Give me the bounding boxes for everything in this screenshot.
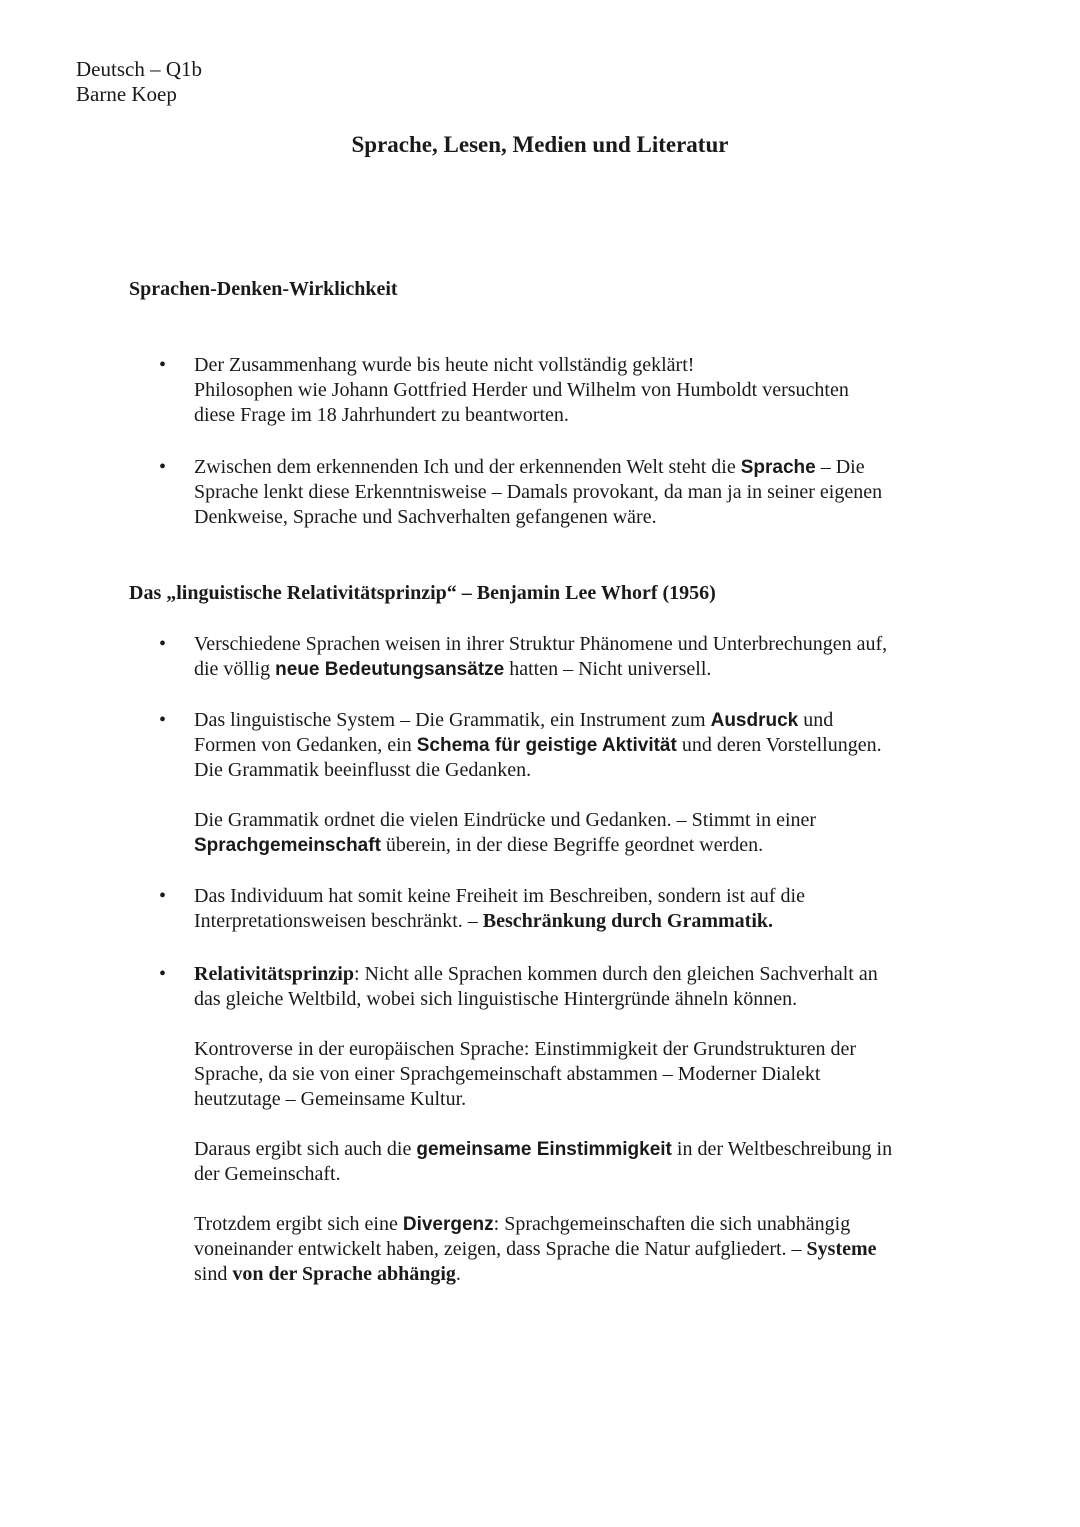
paragraph: [194, 1212, 984, 1287]
text-line: Zwischen dem erkennenden Ich und der erkennenden Welt steht die Sprache – Die: [194, 456, 865, 478]
text-line: Die Grammatik beeinflusst die Gedanken.: [194, 759, 532, 781]
bullet-marker: •: [159, 963, 167, 985]
text-line: Formen von Gedanken, ein Schema für geistige Aktivität und deren Vorstellungen.: [194, 734, 882, 756]
paragraph: [194, 808, 984, 858]
text-line: Philosophen wie Johann Gottfried Herder und Wilhelm von Humboldt versuchten: [194, 379, 849, 401]
text-line: Relativitätsprinzip: Nicht alle Sprachen kommen durch den gleichen Sachverhalt an: [194, 963, 878, 985]
text-line: die völlig neue Bedeutungsansätze hatten – Nicht universell.: [194, 658, 712, 680]
course-label: Deutsch – Q1b: [76, 57, 202, 81]
bullet-marker: •: [159, 456, 167, 478]
text-line: Das Individuum hat somit keine Freiheit im Beschreiben, sondern ist auf die: [194, 885, 805, 907]
emphasis-text: Sprachgemeinschaft: [194, 835, 381, 856]
text-line: Trotzdem ergibt sich eine Divergenz: Sprachgemeinschaften die sich unabhängig: [194, 1213, 851, 1235]
document-header: [76, 57, 202, 107]
author-name: Barne Koep: [76, 82, 177, 106]
emphasis-text: Sprache: [740, 457, 816, 478]
text-line: Daraus ergibt sich auch die gemeinsame Einstimmigkeit in der Weltbeschreibung in: [194, 1138, 893, 1160]
bullet-marker: •: [159, 709, 167, 731]
text-line: Kontroverse in der europäischen Sprache: Einstimmigkeit der Grundstrukturen der: [194, 1038, 857, 1060]
text-line: Das linguistische System – Die Grammatik, ein Instrument zum Ausdruck und: [194, 709, 834, 731]
bullet-marker: •: [159, 633, 167, 655]
paragraph: [194, 1137, 984, 1187]
paragraph: [194, 1037, 984, 1112]
text-line: Denkweise, Sprache und Sachverhalten gefangenen wäre.: [194, 506, 657, 528]
text-line: Interpretationsweisen beschränkt. – Beschränkung durch Grammatik.: [194, 910, 774, 932]
text-line: das gleiche Weltbild, wobei sich linguistische Hintergründe ähneln können.: [194, 988, 798, 1010]
section-heading-sprachen-denken: Sprachen-Denken-Wirklichkeit: [129, 278, 398, 300]
text-line: diese Frage im 18 Jahrhundert zu beantworten.: [194, 404, 569, 426]
emphasis-text: Beschränkung durch Grammatik.: [482, 910, 774, 932]
section-heading-relativitaetsprinzip: Das „linguistische Relativitätsprinzip“ – Benjamin Lee Whorf (1956): [129, 582, 716, 604]
text-line: Der Zusammenhang wurde bis heute nicht vollständig geklärt!: [194, 354, 695, 376]
list-item: [194, 353, 984, 428]
page-title: Sprache, Lesen, Medien und Literatur: [351, 132, 729, 157]
emphasis-text: Divergenz: [402, 1214, 494, 1235]
emphasis-text: Schema für geistige Aktivität: [416, 735, 677, 756]
emphasis-text: gemeinsame Einstimmigkeit: [416, 1139, 672, 1160]
text-line: Sprache, da sie von einer Sprachgemeinschaft abstammen – Moderner Dialekt: [194, 1063, 821, 1085]
text-line: Die Grammatik ordnet die vielen Eindrücke und Gedanken. – Stimmt in einer: [194, 809, 817, 831]
emphasis-text: Systeme: [806, 1238, 877, 1260]
text-line: Sprachgemeinschaft überein, in der diese Begriffe geordnet werden.: [194, 834, 764, 856]
text-line: der Gemeinschaft.: [194, 1163, 341, 1185]
text-line: Verschiedene Sprachen weisen in ihrer Struktur Phänomene und Unterbrechungen auf,: [194, 633, 888, 655]
list-item: [194, 455, 984, 530]
list-item: [194, 884, 984, 934]
emphasis-text: neue Bedeutungsansätze: [275, 659, 505, 680]
text-line: Sprache lenkt diese Erkenntnisweise – Damals provokant, da man ja in seiner eigenen: [194, 481, 883, 503]
list-item: [194, 632, 984, 682]
text-line: voneinander entwickelt haben, zeigen, dass Sprache die Natur aufgliedert. – Systeme: [194, 1238, 877, 1260]
bullet-marker: •: [159, 885, 167, 907]
text-line: sind von der Sprache abhängig.: [194, 1263, 461, 1285]
text-line: heutzutage – Gemeinsame Kultur.: [194, 1088, 467, 1110]
emphasis-text: Relativitätsprinzip: [194, 963, 354, 985]
list-item: [194, 962, 984, 1012]
emphasis-text: Ausdruck: [710, 710, 799, 731]
list-item: [194, 708, 984, 783]
emphasis-text: von der Sprache abhängig: [232, 1263, 456, 1285]
bullet-marker: •: [159, 354, 167, 376]
